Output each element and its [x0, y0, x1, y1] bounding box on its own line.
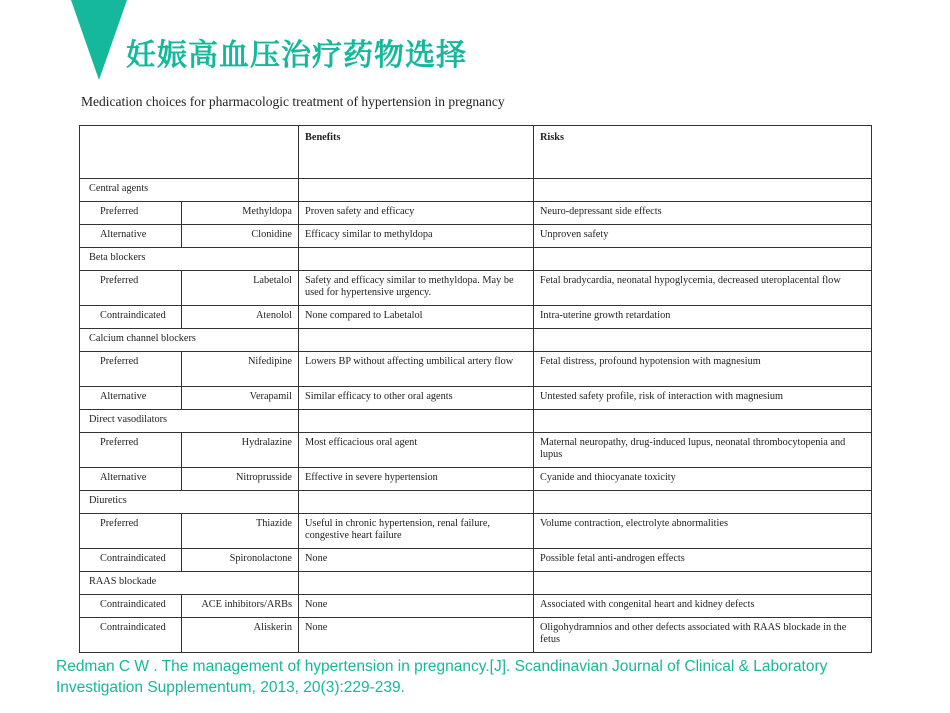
drug-class-label: RAAS blockade: [80, 572, 299, 595]
benefits-cell: Effective in severe hypertension: [299, 468, 534, 491]
risks-cell: Untested safety profile, risk of interaction with magnesium: [534, 387, 872, 410]
medication-table-figure: [79, 84, 871, 647]
table-row: [80, 225, 872, 248]
header-blank-cell: [80, 126, 299, 179]
empty-cell: [299, 329, 534, 352]
empty-cell: [299, 248, 534, 271]
table-row: [80, 618, 872, 653]
drug-class-label: Beta blockers: [80, 248, 299, 271]
drug-class-label: Central agents: [80, 179, 299, 202]
role-cell: Alternative: [80, 468, 182, 491]
accent-triangle-decoration: [71, 0, 127, 80]
role-cell: Alternative: [80, 387, 182, 410]
benefits-cell: Similar efficacy to other oral agents: [299, 387, 534, 410]
table-group-row: [80, 410, 872, 433]
empty-cell: [299, 491, 534, 514]
empty-cell: [534, 572, 872, 595]
table-group-row: [80, 329, 872, 352]
role-cell: Contraindicated: [80, 595, 182, 618]
table-row: [80, 514, 872, 549]
table-row: [80, 595, 872, 618]
role-cell: Preferred: [80, 433, 182, 468]
table-row: [80, 549, 872, 572]
table-row: [80, 352, 872, 387]
table-caption: Medication choices for pharmacologic treatment of hypertension in pregnancy: [81, 94, 505, 109]
benefits-cell: None compared to Labetalol: [299, 306, 534, 329]
table-row: [80, 202, 872, 225]
role-cell: Preferred: [80, 352, 182, 387]
benefits-cell: Safety and efficacy similar to methyldopa. May be used for hypertensive urgency.: [299, 271, 534, 306]
risks-cell: Maternal neuropathy, drug-induced lupus, neonatal thrombocytopenia and lupus: [534, 433, 872, 468]
role-cell: Contraindicated: [80, 618, 182, 653]
slide-title: 妊娠高血压治疗药物选择: [126, 38, 467, 73]
risks-cell: Fetal distress, profound hypotension with magnesium: [534, 352, 872, 387]
benefits-cell: Most efficacious oral agent: [299, 433, 534, 468]
risks-cell: Oligohydramnios and other defects associated with RAAS blockade in the fetus: [534, 618, 872, 653]
drug-class-label: Direct vasodilators: [80, 410, 299, 433]
role-cell: Preferred: [80, 271, 182, 306]
risks-cell: Unproven safety: [534, 225, 872, 248]
risks-cell: Associated with congenital heart and kidney defects: [534, 595, 872, 618]
benefits-cell: Lowers BP without affecting umbilical artery flow: [299, 352, 534, 387]
risks-cell: Volume contraction, electrolyte abnormalities: [534, 514, 872, 549]
table-group-row: [80, 179, 872, 202]
benefits-cell: Useful in chronic hypertension, renal failure, congestive heart failure: [299, 514, 534, 549]
drug-cell: Aliskerin: [182, 618, 299, 653]
drug-cell: Labetalol: [182, 271, 299, 306]
drug-class-label: Calcium channel blockers: [80, 329, 299, 352]
risks-cell: Fetal bradycardia, neonatal hypoglycemia, decreased uteroplacental flow: [534, 271, 872, 306]
drug-class-label: Diuretics: [80, 491, 299, 514]
table-header-row: [80, 126, 872, 179]
benefits-cell: Efficacy similar to methyldopa: [299, 225, 534, 248]
drug-cell: Thiazide: [182, 514, 299, 549]
drug-cell: Methyldopa: [182, 202, 299, 225]
table-group-row: [80, 572, 872, 595]
drug-cell: ACE inhibitors/ARBs: [182, 595, 299, 618]
table-row: [80, 433, 872, 468]
drug-cell: Nitroprusside: [182, 468, 299, 491]
empty-cell: [299, 572, 534, 595]
role-cell: Preferred: [80, 202, 182, 225]
empty-cell: [534, 491, 872, 514]
drug-cell: Nifedipine: [182, 352, 299, 387]
benefits-cell: None: [299, 618, 534, 653]
risks-cell: Possible fetal anti-androgen effects: [534, 549, 872, 572]
medication-table: [79, 125, 872, 653]
table-row: [80, 271, 872, 306]
header-risks: Risks: [534, 126, 872, 179]
empty-cell: [534, 248, 872, 271]
header-benefits: Benefits: [299, 126, 534, 179]
risks-cell: Intra-uterine growth retardation: [534, 306, 872, 329]
drug-cell: Hydralazine: [182, 433, 299, 468]
benefits-cell: None: [299, 595, 534, 618]
empty-cell: [534, 179, 872, 202]
benefits-cell: Proven safety and efficacy: [299, 202, 534, 225]
empty-cell: [299, 410, 534, 433]
role-cell: Contraindicated: [80, 549, 182, 572]
role-cell: Alternative: [80, 225, 182, 248]
risks-cell: Cyanide and thiocyanate toxicity: [534, 468, 872, 491]
risks-cell: Neuro-depressant side effects: [534, 202, 872, 225]
table-row: [80, 387, 872, 410]
drug-cell: Atenolol: [182, 306, 299, 329]
drug-cell: Verapamil: [182, 387, 299, 410]
drug-cell: Spironolactone: [182, 549, 299, 572]
empty-cell: [534, 410, 872, 433]
table-row: [80, 468, 872, 491]
citation-reference: Redman C W . The management of hypertension in pregnancy.[J]. Scandinavian Journal of Clinical & Laboratory Investigation Supplementum, 2013, 20(3):229-239.: [56, 658, 828, 696]
table-row: [80, 306, 872, 329]
benefits-cell: None: [299, 549, 534, 572]
table-group-row: [80, 248, 872, 271]
empty-cell: [534, 329, 872, 352]
role-cell: Contraindicated: [80, 306, 182, 329]
empty-cell: [299, 179, 534, 202]
role-cell: Preferred: [80, 514, 182, 549]
table-group-row: [80, 491, 872, 514]
drug-cell: Clonidine: [182, 225, 299, 248]
